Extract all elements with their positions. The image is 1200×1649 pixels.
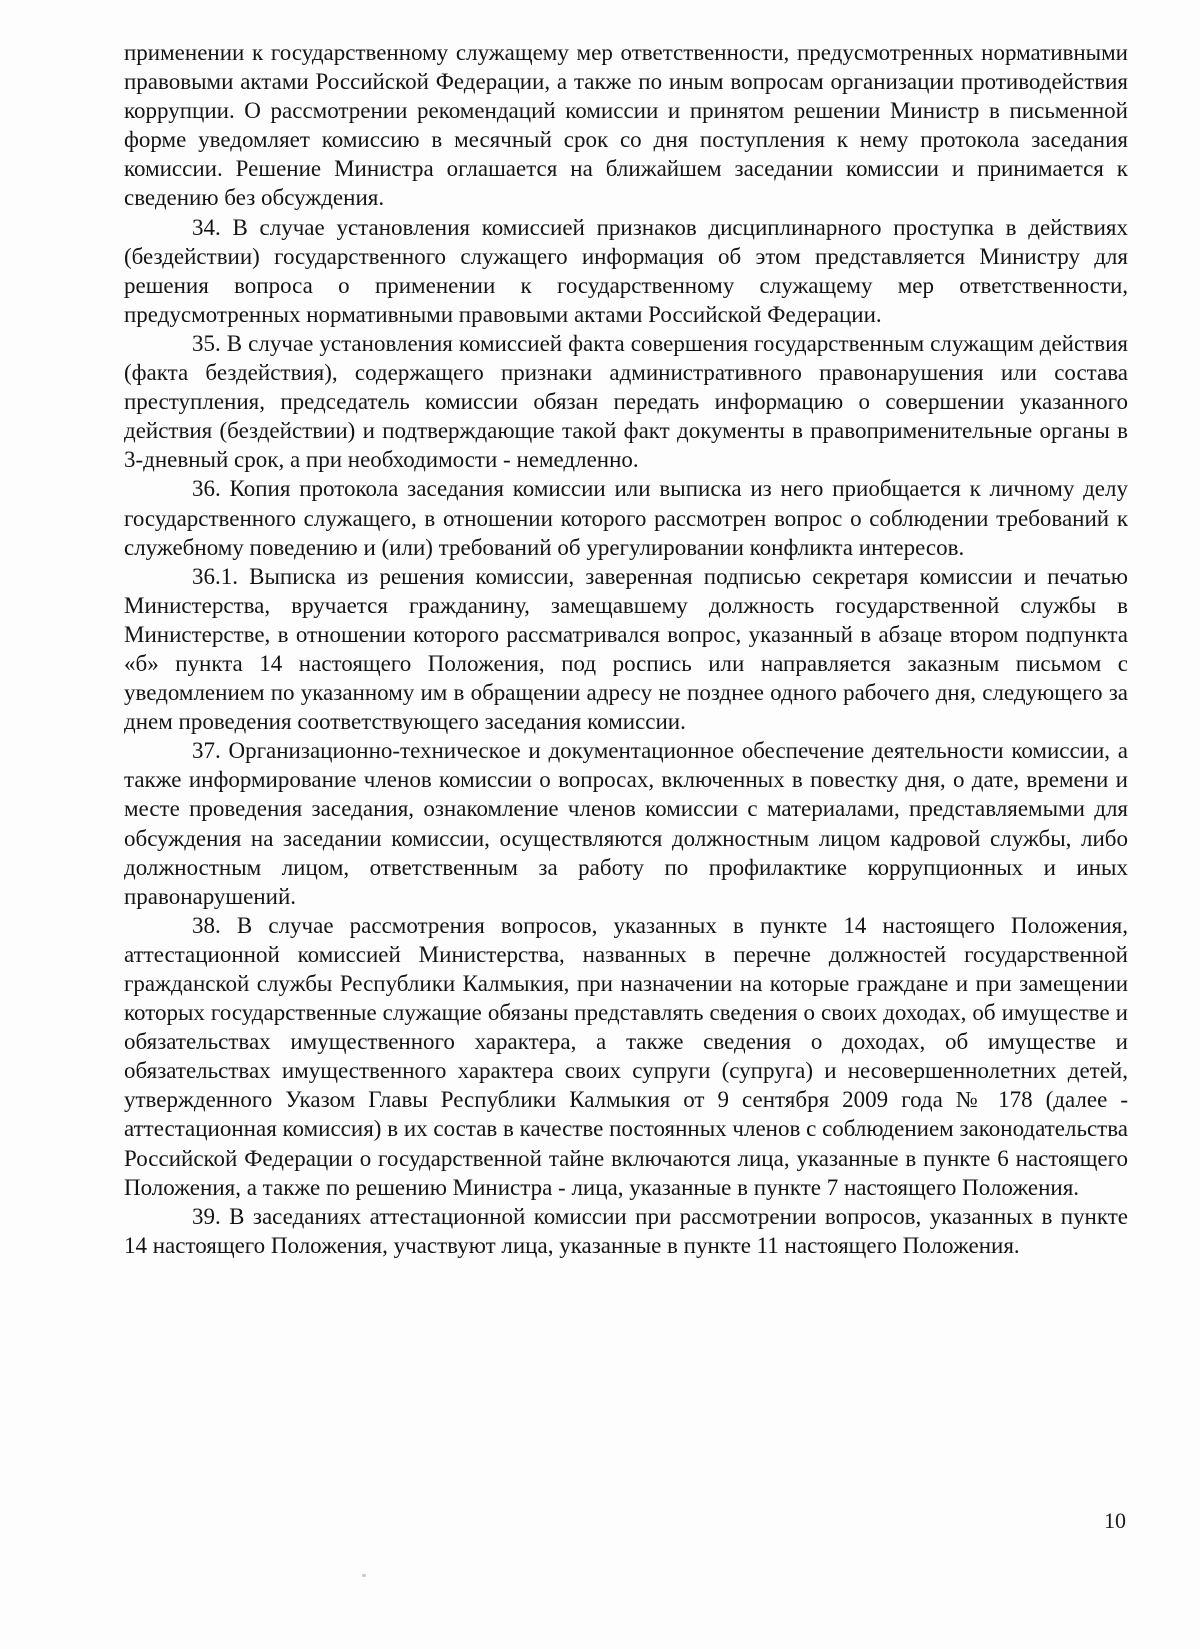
paragraph-35: 35. В случае установления комиссией факта совершения государственным служащим действия (факта бездействия), содержащего признаки административного правонарушения или состава преступления, председатель комиссии обязан передать информацию о совершении указанного действия (бездействии) и подтверждающие такой факт документы в правоприменительные органы в 3-дневный срок, а при необходимости - немедленно. — [124, 330, 1128, 473]
document-body — [124, 38, 1128, 1260]
paragraph-38: 38. В случае рассмотрения вопросов, указанных в пункте 14 настоящего Положения, аттестационной комиссией Министерства, названных в перечне должностей государственной гражданской службы Республики Калмыкия, при назначении на которые граждане и при замещении которых государственные служащие обязаны представлять сведения о своих доходах, об имуществе и обязательствах имущественного характера, а также сведения о доходах, об имуществе и обязательствах имущественного характера своих супруги (супруга) и несовершеннолетних детей, утвержденного Указом Главы Республики Калмыкия от 9 сентября 2009 года № 178 (далее - аттестационная комиссия) в их состав в качестве постоянных членов с соблюдением законодательства Российской Федерации о государственной тайне включаются лица, указанные в пункте 6 настоящего Положения, а также по решению Министра - лица, указанные в пункте 7 настоящего Положения. — [124, 912, 1128, 1200]
page-number: 10 — [1104, 1508, 1126, 1533]
paragraph-36: 36. Копия протокола заседания комиссии или выписка из него приобщается к личному делу государственного служащего, в отношении которого рассмотрен вопрос о соблюдении требований к служебному поведению и (или) требований об урегулировании конфликта интересов. — [124, 476, 1128, 560]
paragraph-34: 34. В случае установления комиссией признаков дисциплинарного проступка в действиях (бездействии) государственного служащего информация об этом представляется Министру для решения вопроса о применении к государственному служащему мер ответственности, предусмотренных нормативными правовыми актами Российской Федерации. — [124, 214, 1128, 327]
paragraph-36-1: 36.1. Выписка из решения комиссии, заверенная подписью секретаря комиссии и печатью Министерства, вручается гражданину, замещавшему должность государственной службы в Министерстве, в отношении которого рассматривался вопрос, указанный в абзаце втором подпункта «б» пункта 14 настоящего Положения, под роспись или направляется заказным письмом с уведомлением по указанному им в обращении адресу не позднее одного рабочего дня, следующего за днем проведения соответствующего заседания комиссии. — [124, 563, 1128, 735]
paragraph-39: 39. В заседаниях аттестационной комиссии при рассмотрении вопросов, указанных в пункте 14 настоящего Положения, участвуют лица, указанные в пункте 11 настоящего Положения. — [124, 1203, 1128, 1258]
scan-speck — [362, 1574, 366, 1577]
paragraph-continuation: применении к государственному служащему мер ответственности, предусмотренных нормативными правовыми актами Российской Федерации, а также по иным вопросам организации противодействия коррупции. О рассмотрении рекомендаций комиссии и принятом решении Министр в письменной форме уведомляет комиссию в месячный срок со дня поступления к нему протокола заседания комиссии. Решение Министра оглашается на ближайшем заседании комиссии и принимается к сведению без обсуждения. — [124, 40, 1128, 211]
paragraph-37: 37. Организационно-техническое и документационное обеспечение деятельности комиссии, а также информирование членов комиссии о вопросах, включенных в повестку дня, о дате, времени и месте проведения заседания, ознакомление членов комиссии с материалами, представляемыми для обсуждения на заседании комиссии, осуществляются должностным лицом кадровой службы, либо должностным лицом, ответственным за работу по профилактике коррупционных и иных правонарушений. — [124, 738, 1128, 909]
